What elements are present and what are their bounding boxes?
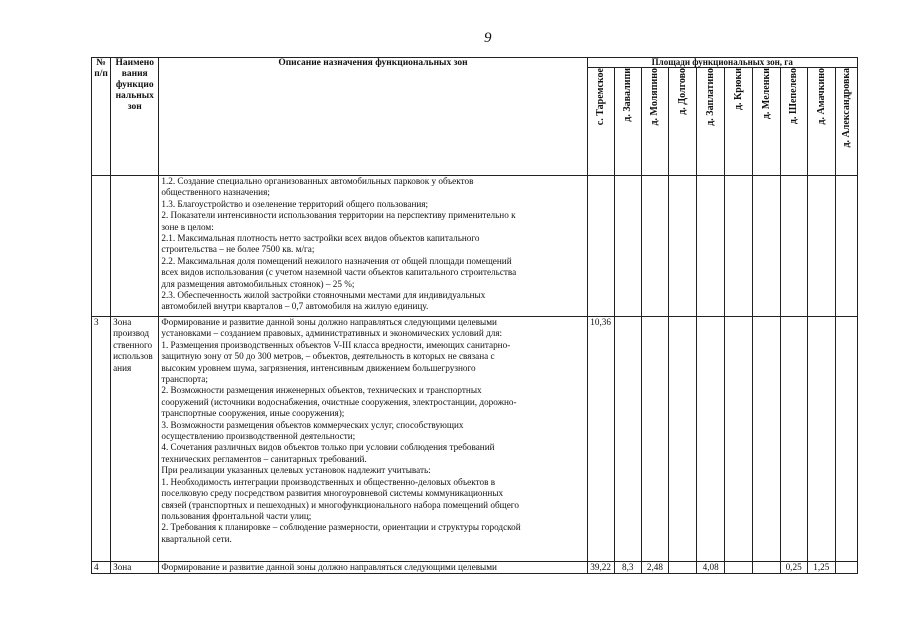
zone-name-line: Зона bbox=[113, 562, 132, 572]
village-header bbox=[697, 68, 725, 176]
area-value: 10,36 bbox=[587, 317, 614, 562]
village-header-label: д. Амачкино bbox=[815, 68, 827, 125]
village-header-label: д. Завалипи bbox=[622, 68, 634, 122]
zones-body bbox=[92, 176, 858, 574]
description-line: 2. Требования к планировке – соблюдение размерности, ориентации и структуры городской bbox=[161, 522, 521, 533]
village-header-label: д. Меленки bbox=[760, 68, 772, 120]
village-header-label: д. Шепелево bbox=[788, 68, 800, 125]
area-value bbox=[668, 176, 696, 317]
description-line: транспорта; bbox=[161, 374, 208, 385]
description-line: осуществлению производственной деятельности; bbox=[161, 431, 356, 442]
description-line: зоне в целом: bbox=[161, 221, 214, 232]
description-line: строительства – не более 7500 кв. м/га; bbox=[161, 244, 315, 255]
area-value bbox=[697, 317, 725, 562]
description-line: 2. Возможности размещения инженерных объектов, технических и транспортных bbox=[161, 385, 482, 396]
village-header-label: д. Моляпино bbox=[649, 68, 661, 126]
area-value bbox=[641, 176, 668, 317]
area-value bbox=[725, 317, 753, 562]
village-header bbox=[835, 68, 857, 176]
description-line: 3. Возможности размещения объектов коммерческих услуг, способствующих bbox=[161, 419, 464, 430]
description-line: связей (транспортных и пешеходных) и многофункционального набора помещений общего bbox=[161, 499, 519, 510]
zone-name-line: использов bbox=[113, 351, 153, 362]
zone-name-line: ания bbox=[113, 362, 132, 373]
area-value bbox=[725, 562, 753, 574]
village-header-label: с. Таремское bbox=[595, 68, 607, 126]
village-header bbox=[807, 68, 835, 176]
area-value bbox=[807, 176, 835, 317]
area-value bbox=[780, 176, 807, 317]
area-value: 0,25 bbox=[780, 562, 807, 574]
zone-row bbox=[92, 317, 858, 562]
village-header bbox=[753, 68, 780, 176]
area-value: 1,25 bbox=[807, 562, 835, 574]
village-header bbox=[641, 68, 668, 176]
functional-zones-table bbox=[91, 57, 858, 574]
description-line: 4. Сочетания различных видов объектов только при условии соблюдения требований bbox=[161, 442, 495, 453]
description-line: высоким уровнем шума, загрязнения, интенсивным движением большегрузного bbox=[161, 362, 476, 373]
zone-number: 4 bbox=[92, 562, 111, 574]
zone-name-line: ственного bbox=[113, 339, 153, 350]
area-value bbox=[697, 176, 725, 317]
area-value bbox=[780, 317, 807, 562]
area-value bbox=[641, 317, 668, 562]
zone-name-line: Зона bbox=[113, 317, 132, 327]
village-header-label: д. Заплатино bbox=[705, 68, 717, 126]
description-line: 2.3. Обеспеченность жилой застройки стояночными местами для индивидуальных bbox=[161, 290, 486, 301]
zone-name bbox=[111, 562, 159, 574]
description-line: пользования фронтальной части улиц; bbox=[161, 510, 312, 521]
village-header bbox=[780, 68, 807, 176]
description-line: 1.2. Создание специально организованных автомобильных парковок у объектов bbox=[161, 176, 474, 186]
area-value bbox=[753, 176, 780, 317]
area-value bbox=[614, 317, 641, 562]
description-line: всех видов использования (с учетом наземной части объектов капитального строительства bbox=[161, 267, 517, 278]
zone-description bbox=[159, 562, 587, 574]
zone-row bbox=[92, 562, 858, 574]
area-value bbox=[753, 317, 780, 562]
area-value bbox=[668, 317, 696, 562]
description-line: автомобилей внутри кварталов – 0,7 автомобиля на жилую единицу. bbox=[161, 301, 429, 312]
description-line: поселковую среду посредством развития многоуровневой системы коммуникационных bbox=[161, 488, 504, 499]
area-value bbox=[835, 562, 857, 574]
village-header-label: д. Долгово bbox=[677, 68, 689, 115]
area-value bbox=[668, 562, 696, 574]
column-header-number: № п/п bbox=[92, 58, 111, 176]
area-value bbox=[614, 176, 641, 317]
area-value bbox=[753, 562, 780, 574]
column-header-area: Площади функциональных зон, га bbox=[587, 58, 857, 68]
description-line: для размещения автомобильных стоянок) – 25 %; bbox=[161, 278, 355, 289]
description-line: Формирование и развитие данной зоны должно направляться следующими целевыми bbox=[161, 562, 497, 572]
village-header bbox=[725, 68, 753, 176]
zone-name-line: производ bbox=[113, 328, 150, 339]
zone-description bbox=[159, 317, 587, 562]
description-line: 2. Показатели интенсивности использования территории на перспективу применительно к bbox=[161, 210, 516, 221]
description-line: 1. Размещения производственных объектов V-III класса вредности, имеющих санитарно- bbox=[161, 339, 511, 350]
zone-description bbox=[159, 176, 587, 317]
village-header bbox=[587, 68, 614, 176]
area-value bbox=[587, 176, 614, 317]
description-line: транспортные сооружения, иные сооружения); bbox=[161, 408, 345, 419]
area-value bbox=[835, 317, 857, 562]
zone-number bbox=[92, 176, 111, 317]
description-line: 1.3. Благоустройство и озеленение территорий общего пользования; bbox=[161, 198, 429, 209]
description-line: общественного назначения; bbox=[161, 187, 270, 198]
zone-name bbox=[111, 317, 159, 562]
column-header-description: Описание назначения функциональных зон bbox=[159, 58, 587, 176]
description-line: Формирование и развитие данной зоны должно направляться следующими целевыми bbox=[161, 317, 497, 327]
description-line: 2.2. Максимальная доля помещений нежилого назначения от общей площади помещений bbox=[161, 255, 512, 266]
village-header bbox=[614, 68, 641, 176]
description-line: 2.1. Максимальная плотность нетто застройки всех видов объектов капитального bbox=[161, 233, 480, 244]
column-header-zone-name: Наимено вания функцио нальных зон bbox=[111, 58, 159, 176]
area-value bbox=[725, 176, 753, 317]
zone-row bbox=[92, 176, 858, 317]
description-line: установками – созданием правовых, административных и экономических условий для: bbox=[161, 328, 503, 339]
village-header-label: д. Александровка bbox=[840, 68, 852, 148]
zone-number: 3 bbox=[92, 317, 111, 562]
description-line: защитную зону от 50 до 300 метров, – объектов, деятельность в которых не связана с bbox=[161, 351, 495, 362]
description-line: 1. Необходимость интеграции производственных и общественно-деловых объектов в bbox=[161, 476, 496, 487]
village-header-label: д. Крюки bbox=[733, 68, 745, 111]
area-value bbox=[807, 317, 835, 562]
description-line: При реализации указанных целевых установок надлежит учитывать: bbox=[161, 465, 431, 476]
description-line: технических регламентов – санитарных требований. bbox=[161, 453, 367, 464]
description-line: сооружений (источники водоснабжения, очистные сооружения, электростанции, дорожно- bbox=[161, 396, 517, 407]
area-value: 2,48 bbox=[641, 562, 668, 574]
page-number: 9 bbox=[484, 30, 492, 46]
area-value: 8,3 bbox=[614, 562, 641, 574]
zone-name bbox=[111, 176, 159, 317]
village-header bbox=[668, 68, 696, 176]
area-value bbox=[835, 176, 857, 317]
area-value: 4,08 bbox=[697, 562, 725, 574]
area-value: 39,22 bbox=[587, 562, 614, 574]
description-line: квартальной сети. bbox=[161, 533, 232, 544]
